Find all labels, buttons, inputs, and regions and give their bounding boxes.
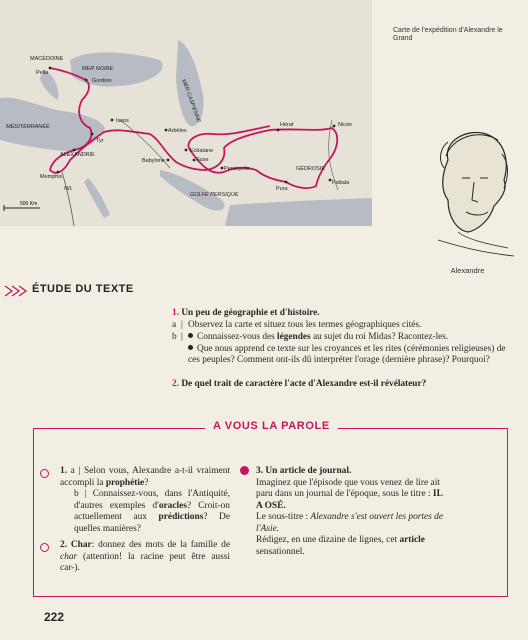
question-2: 2. De quel trait de caractère l'acte d'Alexandre est-il révélateur?	[172, 379, 427, 389]
alexander-portrait	[418, 120, 518, 260]
circle-marker-1	[40, 469, 49, 478]
parole-title: A VOUS LA PAROLE	[205, 420, 338, 432]
label-pella: Pella	[36, 70, 49, 76]
page-number: 222	[44, 610, 65, 624]
parole-item-3: 3. Un article de journal. Imaginez que l'épisode que vous venez de lire ait paru dans un journal de l'époque, sous le titre : IL A OSÉ. Le sous-titre : Alexandre s'est ouvert les portes de l'Asie. Rédigez, en une dizaine de lignes, cet article sensationnel.	[256, 466, 444, 557]
label-pattala: Pattala	[332, 180, 350, 186]
label-babylone: Babylone	[142, 158, 165, 164]
label-nil: NIL	[64, 186, 73, 192]
parole-item-1: 1. a | Selon vous, Alexandre a-t-il vraiment accompli la prophétie? b | Connaissez-vous, dans l'Antiquité, d'autres exemples d'oracles? Croit-on actuellement aux prédictions? De quelles manières?	[60, 466, 230, 534]
label-pura: Pura	[276, 186, 288, 192]
label-gedrosie: GÉDROSIE	[296, 166, 326, 172]
label-memphis: Memphis	[40, 174, 63, 180]
label-arbeles: Arbèles	[168, 128, 187, 134]
label-suse: Suse	[196, 157, 209, 163]
label-alexandrie: ALEXANDRIE	[60, 152, 95, 158]
label-mer-caspienne: MER CASPIENNE	[180, 78, 202, 124]
portrait-label: Alexandre	[450, 266, 485, 275]
svg-text:500 Km: 500 Km	[20, 201, 38, 207]
etude-heading: ÉTUDE DU TEXTE	[32, 283, 134, 295]
label-mediterranee: MÉDITERRANÉE	[6, 124, 50, 130]
question-1a: a | Observez la carte et situez tous les termes géographiques cités.	[172, 320, 422, 330]
label-nicee: Nicée	[338, 122, 353, 128]
circle-marker-2	[40, 543, 49, 552]
label-macedoine: MACÉDOINE	[30, 56, 64, 62]
label-issos: Issos	[116, 118, 129, 124]
bullet-marker-3	[240, 466, 249, 475]
label-mer-noire: MER NOIRE	[82, 66, 114, 72]
label-persepolis: Persépolis	[224, 166, 250, 172]
label-herat: Hérat	[280, 122, 294, 128]
label-gordion: Gordion	[92, 78, 112, 84]
arrows-icon	[4, 285, 30, 297]
expedition-map	[0, 0, 372, 226]
question-1: 1. Un peu de géographie et d'histoire.	[172, 308, 320, 318]
parole-item-2: 2. Char: donnez des mots de la famille de char (attention! la racine peut être aussi car-).	[60, 540, 231, 573]
label-golfe-persique: GOLFE PERSIQUE	[190, 192, 239, 198]
question-1b: b | Connaissez-vous des légendes au sujet du roi Midas? Racontez-les. Que nous apprend ce texte sur les croyances et les rites (cérémonies religieuses) de ces peuples? Comment ont-ils dû interpréter l'orage (dernière phrase)? Pourquoi?	[172, 332, 506, 365]
label-ecbatane: Ecbatane	[190, 148, 214, 154]
map-caption: Carte de l'expédition d'Alexandre le Grand	[393, 27, 503, 42]
label-tyr: Tyr	[96, 138, 104, 144]
